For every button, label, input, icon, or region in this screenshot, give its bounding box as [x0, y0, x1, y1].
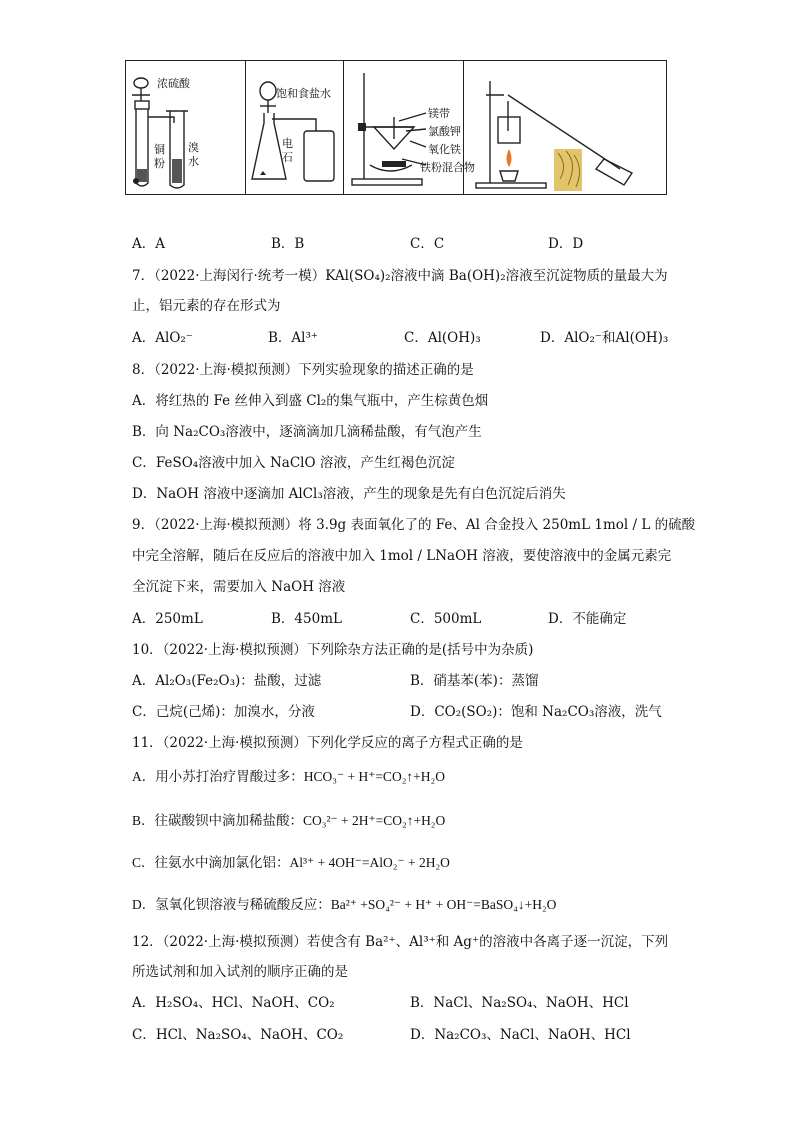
apparatus-c	[344, 61, 475, 194]
q12-option-d: D．Na₂CO₃、NaCl、NaOH、HCl	[410, 1027, 631, 1043]
label-stone: 石	[282, 151, 293, 164]
q9-option-b: B．450mL	[271, 611, 342, 627]
label-electric: 电	[282, 137, 293, 150]
q11-option-a: A．用小苏打治疗胃酸过多：HCO₃⁻ + H⁺=CO₂↑+H₂O	[132, 769, 445, 784]
label-saturated-brine: 饱和食盐水	[276, 87, 331, 100]
q12-option-c: C．HCl、Na₂SO₄、NaOH、CO₂	[132, 1027, 344, 1043]
label-potassium-chlorate: 氯酸钾	[428, 125, 461, 138]
q7-option-d: D．AlO₂⁻和Al(OH)₃	[540, 330, 669, 346]
label-powder: 粉	[154, 157, 165, 170]
label-bromine: 溴	[188, 141, 199, 154]
q7-stem-line2: 止，铝元素的存在形式为	[132, 298, 281, 314]
q11-option-b: B．往碳酸钡中滴加稀盐酸：CO₃²⁻ + 2H⁺=CO₂↑+H₂O	[132, 813, 446, 828]
q12-option-a: A．H₂SO₄、HCl、NaOH、CO₂	[132, 995, 335, 1011]
q11-stem: 11．（2022·上海·模拟预测）下列化学反应的离子方程式正确的是	[132, 735, 523, 751]
q8-option-b: B．向 Na₂CO₃溶液中，逐滴滴加几滴稀盐酸，有气泡产生	[132, 424, 482, 440]
label-conc-sulfuric-acid: 浓硫酸	[157, 77, 190, 90]
q10-option-d: D．CO₂(SO₂)：饱和 Na₂CO₃溶液，洗气	[410, 704, 662, 720]
q9-option-a: A．250mL	[132, 611, 203, 627]
label-iron-oxide: 氧化铁	[428, 143, 461, 156]
q8-stem: 8．（2022·上海·模拟预测）下列实验现象的描述正确的是	[132, 362, 474, 378]
q10-option-c: C．己烷(己烯)：加溴水，分液	[132, 704, 315, 720]
q11-option-c: C．往氨水中滴加氯化铝：Al³⁺ + 4OH⁻=AlO₂⁻ + 2H₂O	[132, 855, 450, 870]
q10-stem: 10．（2022·上海·模拟预测）下列除杂方法正确的是(括号中为杂质)	[132, 642, 534, 658]
q8-option-c: C．FeSO₄溶液中加入 NaClO 溶液，产生红褐色沉淀	[132, 455, 455, 471]
apparatus-d	[464, 61, 666, 194]
label-copper: 铜	[154, 143, 165, 156]
q10-option-a: A．Al₂O₃(Fe₂O₃)：盐酸，过滤	[132, 673, 322, 689]
q11-option-d: D．氢氧化钡溶液与稀硫酸反应：Ba²⁺ +SO₄²⁻ + H⁺ + OH⁻=BaSO₄↓+H₂O	[132, 897, 557, 912]
q9-option-d: D．不能确定	[548, 611, 627, 627]
label-iron-powder-mixture: 铁粉混合物	[420, 161, 475, 174]
apparatus-b-drawing	[246, 61, 344, 196]
q6-option-d: D．D	[548, 236, 584, 252]
q7-option-c: C．Al(OH)₃	[404, 330, 481, 346]
q7-stem-line1: 7．（2022·上海闵行·统考一模）KAl(SO₄)₂溶液中滴 Ba(OH)₂溶液至沉淀物质的量最大为	[132, 268, 668, 284]
q10-option-b: B．硝基苯(苯)：蒸馏	[410, 673, 539, 689]
label-magnesium-ribbon: 镁带	[428, 107, 450, 120]
q6-option-b: B．B	[271, 236, 305, 252]
q9-stem-line3: 全沉淀下来，需要加入 NaOH 溶液	[132, 579, 346, 595]
q8-option-a: A．将红热的 Fe 丝伸入到盛 Cl₂的集气瓶中，产生棕黄色烟	[132, 393, 489, 409]
apparatus-b	[246, 61, 344, 194]
q12-stem-line2: 所选试剂和加入试剂的顺序正确的是	[132, 964, 348, 980]
q6-option-a: A．A	[132, 236, 165, 252]
q7-option-b: B．Al³⁺	[268, 330, 319, 346]
q9-stem-line2: 中完全溶解，随后在反应后的溶液中加入 1mol / LNaOH 溶液，要使溶液中的金属元素完	[132, 548, 672, 564]
q7-option-a: A．AlO₂⁻	[132, 330, 193, 346]
apparatus-d-drawing	[464, 61, 666, 196]
q8-option-d: D．NaOH 溶液中逐滴加 AlCl₃溶液，产生的现象是先有白色沉淀后消失	[132, 486, 566, 502]
q9-option-c: C．500mL	[410, 611, 482, 627]
apparatus-a	[126, 61, 246, 194]
q9-stem-line1: 9．（2022·上海·模拟预测）将 3.9g 表面氧化了的 Fe、Al 合金投入 250mL 1mol / L 的硫酸	[132, 517, 696, 533]
q12-stem-line1: 12．（2022·上海·模拟预测）若使含有 Ba²⁺、Al³⁺和 Ag⁺的溶液中各离子逐一沉淀，下列	[132, 934, 669, 950]
apparatus-figure	[125, 60, 667, 195]
q12-option-b: B．NaCl、Na₂SO₄、NaOH、HCl	[410, 995, 629, 1011]
q6-option-c: C．C	[410, 236, 445, 252]
label-water: 水	[188, 155, 199, 168]
